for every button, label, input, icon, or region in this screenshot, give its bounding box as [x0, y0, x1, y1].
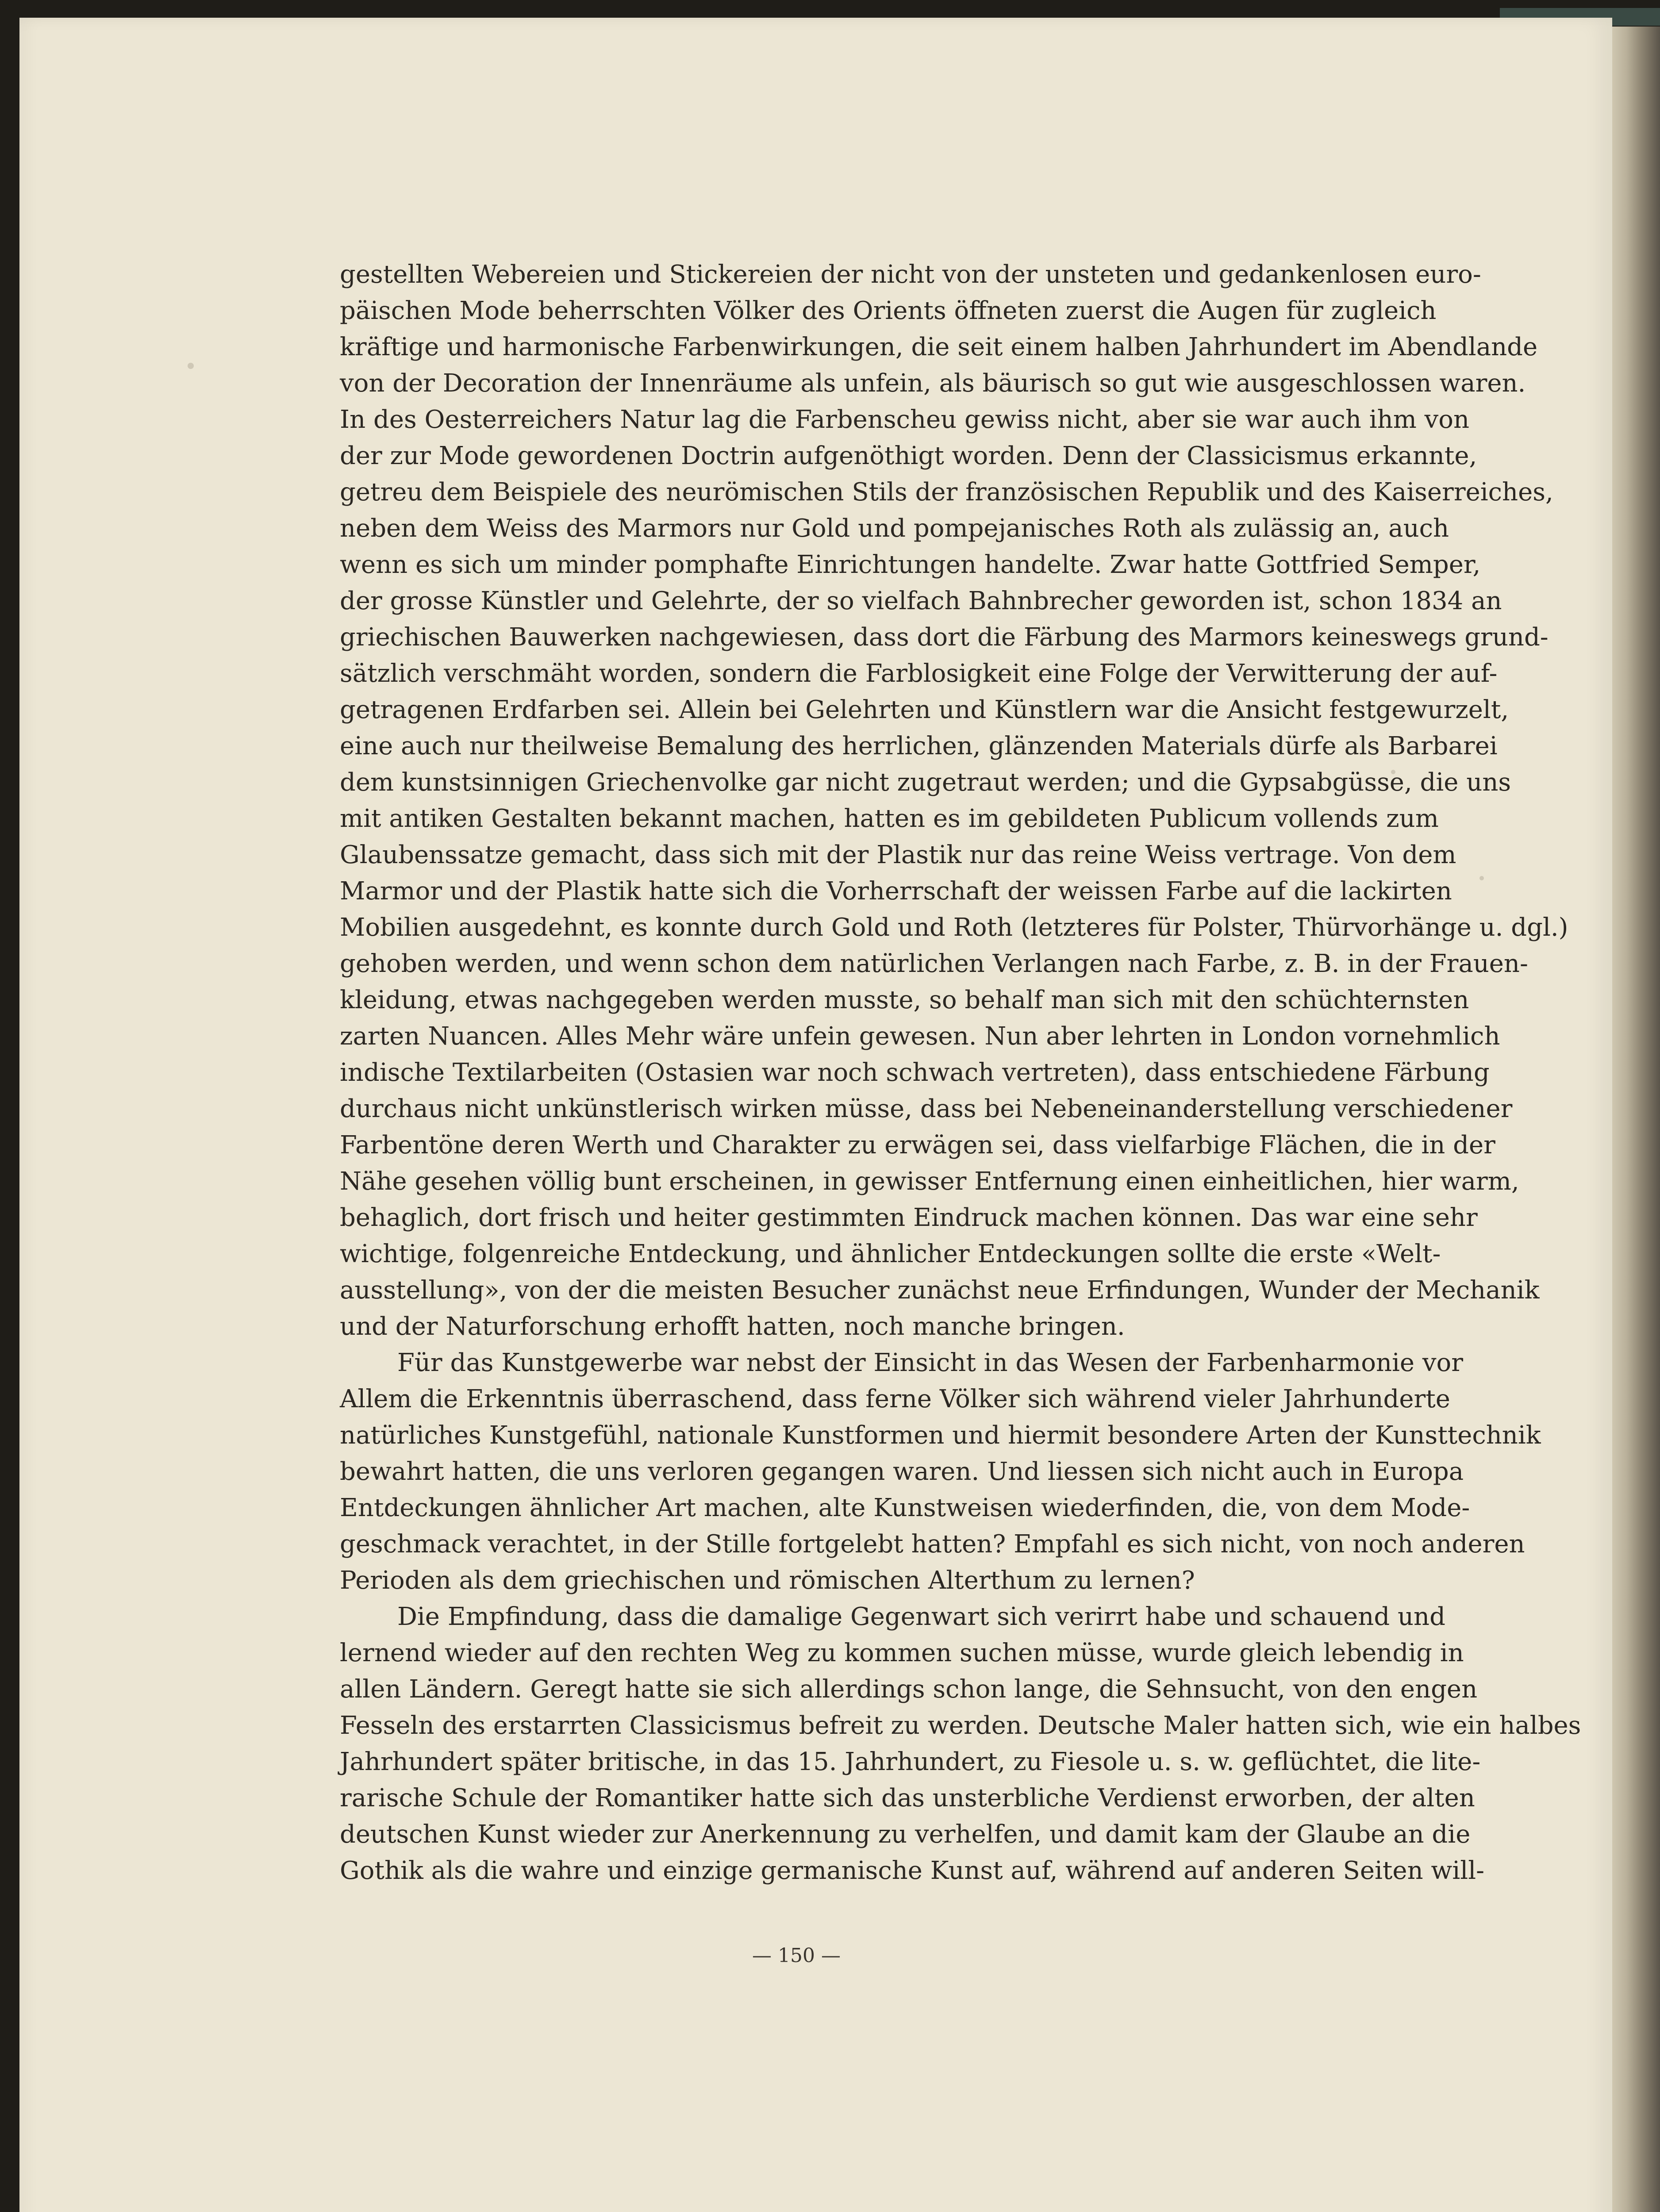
- text-line: behaglich, dort frisch und heiter gestimmten Eindruck machen können. Das war eine sehr: [340, 1203, 1478, 1232]
- text-line: durchaus nicht unkünstlerisch wirken müsse, dass bei Nebeneinanderstellung verschiedener: [340, 1094, 1513, 1123]
- text-line: Allem die Erkenntnis überraschend, dass ferne Völker sich während vieler Jahrhunderte: [340, 1385, 1450, 1413]
- text-line: Entdeckungen ähnlicher Art machen, alte Kunstweisen wiederfinden, die, von dem Mode-: [340, 1494, 1470, 1522]
- text-line: kräftige und harmonische Farbenwirkungen, die seit einem halben Jahrhundert im Abendlande: [340, 333, 1538, 361]
- text-line: In des Oesterreichers Natur lag die Farbenscheu gewiss nicht, aber sie war auch ihm von: [340, 405, 1470, 434]
- text-line: Mobilien ausgedehnt, es konnte durch Gold und Roth (letzteres für Polster, Thürvorhänge u. dgl.): [340, 913, 1568, 942]
- text-line: wichtige, folgenreiche Entdeckung, und ähnlicher Entdeckungen sollte die erste «Welt-: [340, 1240, 1441, 1268]
- text-line: Marmor und der Plastik hatte sich die Vorherrschaft der weissen Farbe auf die lackirten: [340, 877, 1452, 906]
- text-line: Fesseln des erstarrten Classicismus befreit zu werden. Deutsche Maler hatten sich, wie ein halbes: [340, 1711, 1581, 1740]
- text-line-paragraph-start: Für das Kunstgewerbe war nebst der Einsicht in das Wesen der Farbenharmonie vor: [397, 1348, 1463, 1377]
- text-line: zarten Nuancen. Alles Mehr wäre unfein gewesen. Nun aber lehrten in London vornehmlich: [340, 1022, 1500, 1051]
- text-line: Gothik als die wahre und einzige germanische Kunst auf, während auf anderen Seiten will-: [340, 1856, 1485, 1885]
- text-line: Nähe gesehen völlig bunt erscheinen, in gewisser Entfernung einen einheitlichen, hier warm,: [340, 1167, 1519, 1196]
- text-line: dem kunstsinnigen Griechenvolke gar nicht zugetraut werden; und die Gypsabgüsse, die uns: [340, 768, 1511, 797]
- text-line: Glaubenssatze gemacht, dass sich mit der Plastik nur das reine Weiss vertrage. Von dem: [340, 841, 1456, 869]
- text-line: allen Ländern. Geregt hatte sie sich allerdings schon lange, die Sehnsucht, von den engen: [340, 1675, 1478, 1704]
- text-line: sätzlich verschmäht worden, sondern die Farblosigkeit eine Folge der Verwitterung der auf-: [340, 659, 1498, 688]
- text-line-paragraph-start: Die Empfindung, dass die damalige Gegenwart sich verirrt habe und schauend und: [397, 1602, 1445, 1631]
- text-line: deutschen Kunst wieder zur Anerkennung zu verhelfen, und damit kam der Glaube an die: [340, 1820, 1471, 1849]
- text-line: päischen Mode beherrschten Völker des Orients öffneten zuerst die Augen für zugleich: [340, 296, 1437, 325]
- text-line: der zur Mode gewordenen Doctrin aufgenöthigt worden. Denn der Classicismus erkannte,: [340, 442, 1477, 470]
- text-line: natürliches Kunstgefühl, nationale Kunstformen und hiermit besondere Arten der Kunsttechnik: [340, 1421, 1541, 1450]
- text-line: Jahrhundert später britische, in das 15. Jahrhundert, zu Fiesole u. s. w. geflüchtet, die lite-: [340, 1747, 1481, 1776]
- text-line: mit antiken Gestalten bekannt machen, hatten es im gebildeten Publicum vollends zum: [340, 804, 1439, 833]
- text-line: kleidung, etwas nachgegeben werden musste, so behalf man sich mit den schüchternsten: [340, 986, 1469, 1014]
- page-spot: [1479, 876, 1484, 880]
- text-line: lernend wieder auf den rechten Weg zu kommen suchen müsse, wurde gleich lebendig in: [340, 1639, 1464, 1667]
- text-line: eine auch nur theilweise Bemalung des herrlichen, glänzenden Materials dürfe als Barbarei: [340, 732, 1498, 760]
- text-line: gestellten Webereien und Stickereien der nicht von der unsteten und gedankenlosen euro-: [340, 260, 1481, 289]
- text-line: von der Decoration der Innenräume als unfein, als bäurisch so gut wie ausgeschlossen waren.: [340, 369, 1526, 398]
- page-number: — 150 —: [752, 1944, 841, 1967]
- text-line: indische Textilarbeiten (Ostasien war noch schwach vertreten), dass entschiedene Färbung: [340, 1058, 1490, 1087]
- text-line: ausstellung», von der die meisten Besucher zunächst neue Erfindungen, Wunder der Mechanik: [340, 1276, 1540, 1305]
- text-line: Farbentöne deren Werth und Charakter zu erwägen sei, dass vielfarbige Flächen, die in der: [340, 1131, 1495, 1160]
- text-line: gehoben werden, und wenn schon dem natürlichen Verlangen nach Farbe, z. B. in der Frauen-: [340, 949, 1528, 978]
- text-line: wenn es sich um minder pomphafte Einrichtungen handelte. Zwar hatte Gottfried Semper,: [340, 550, 1481, 579]
- text-line: getreu dem Beispiele des neurömischen Stils der französischen Republik und des Kaiserreiches,: [340, 478, 1553, 507]
- text-line: neben dem Weiss des Marmors nur Gold und pompejanisches Roth als zulässig an, auch: [340, 514, 1449, 543]
- body-text: [340, 257, 1581, 1889]
- text-line: der grosse Künstler und Gelehrte, der so vielfach Bahnbrecher geworden ist, schon 1834 an: [340, 587, 1502, 615]
- text-line-paragraph-end: und der Naturforschung erhofft hatten, noch manche bringen.: [340, 1312, 1125, 1341]
- text-line: bewahrt hatten, die uns verloren gegangen waren. Und liessen sich nicht auch in Europa: [340, 1457, 1464, 1486]
- text-line-paragraph-end: Perioden als dem griechischen und römischen Alterthum zu lernen?: [340, 1566, 1195, 1595]
- page-spot: [188, 363, 194, 369]
- text-line: rarische Schule der Romantiker hatte sich das unsterbliche Verdienst erworben, der alten: [340, 1784, 1475, 1813]
- book-page-edge: [1612, 27, 1660, 2212]
- text-line: griechischen Bauwerken nachgewiesen, dass dort die Färbung des Marmors keineswegs grund-: [340, 623, 1549, 652]
- text-line: geschmack verachtet, in der Stille fortgelebt hatten? Empfahl es sich nicht, von noch anderen: [340, 1530, 1525, 1559]
- text-line: getragenen Erdfarben sei. Allein bei Gelehrten und Künstlern war die Ansicht festgewurzelt,: [340, 695, 1509, 724]
